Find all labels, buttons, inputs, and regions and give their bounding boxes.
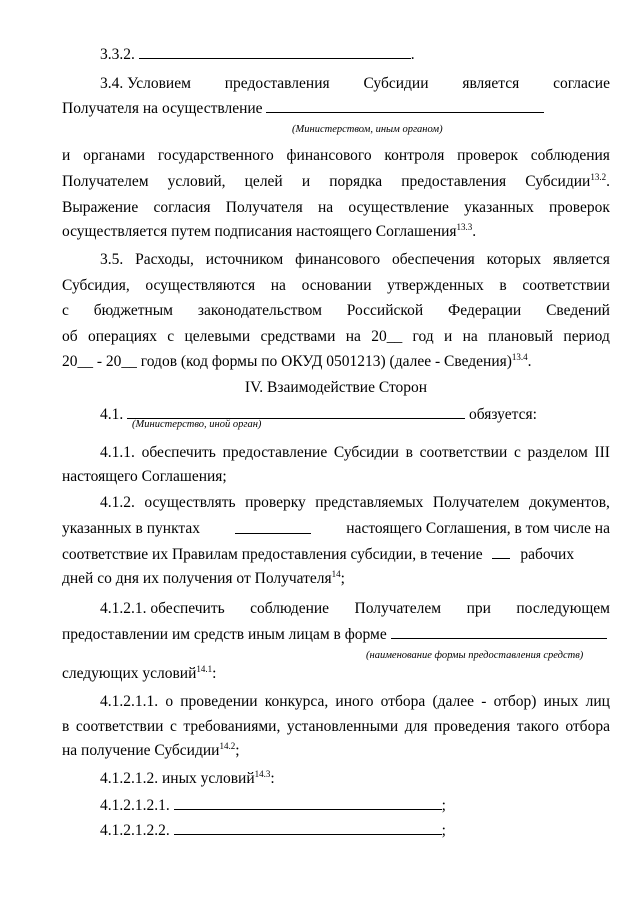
clause-4-1-2-line-4 (62, 569, 610, 589)
word: 4.1.2.1. обеспечить (100, 600, 225, 617)
punctuation: . (527, 353, 532, 370)
footnote-ref: 14.2 (219, 741, 236, 751)
clause-3-4-line-2 (62, 98, 610, 118)
punctuation: ; (340, 570, 345, 587)
blank-line (174, 795, 442, 810)
word: конкурса, (264, 693, 329, 710)
clause-4-1-2-line-1 (100, 493, 610, 513)
text: рабочих (520, 546, 575, 563)
word: осуществление (348, 199, 449, 216)
word: и (444, 328, 453, 345)
word: Расходы, (135, 251, 194, 268)
blank-line (235, 519, 311, 534)
clause-4-1-2-1-line-1 (100, 599, 610, 619)
field-caption: (Министерство, иной орган) (132, 419, 262, 430)
text: следующих условий (62, 665, 197, 682)
word: представляемых (315, 494, 424, 511)
text: настоящего Соглашения, в том числе на (346, 520, 610, 537)
clause-4-1-1-line-2: настоящего Соглашения; (62, 468, 227, 485)
word: при (466, 600, 491, 617)
clause-3-3-2 (100, 44, 560, 64)
word: контроля (384, 147, 445, 164)
blank-line (266, 98, 544, 113)
blank-line (492, 544, 510, 559)
word: предоставления (401, 173, 507, 190)
word: в (405, 444, 413, 461)
word: Получателя (225, 199, 303, 216)
word: предоставление (222, 444, 328, 461)
clause-number: 4.1. (100, 406, 124, 423)
word: органами (83, 147, 146, 164)
word: бюджетным (93, 302, 173, 319)
word: обеспечения (392, 251, 475, 268)
word: соблюдения (530, 147, 610, 164)
clause-number: 3.3.2. (100, 46, 135, 63)
clause-4-1-2-1-2 (100, 769, 640, 789)
punctuation: . (410, 46, 415, 63)
word: операциях (87, 328, 157, 345)
punctuation: : (212, 665, 217, 682)
footnote-ref: 13.4 (511, 352, 528, 362)
word: обеспечить (141, 444, 216, 461)
word: порядка (329, 173, 383, 190)
word: в (499, 277, 507, 294)
blank-line (174, 820, 442, 835)
word: финансового (295, 251, 381, 268)
word: согласия (153, 199, 211, 216)
clause-4-1-2-line-2 (62, 519, 610, 539)
clause-3-5-line-2 (62, 276, 610, 296)
word: (далее (432, 693, 475, 710)
word: проверок (549, 199, 610, 216)
text: на получение Субсидии (62, 742, 220, 759)
clause-number: 4.1.2.1.2.1. (100, 797, 170, 814)
word: проверку (245, 494, 306, 511)
clause-4-1-2-1-line-3 (62, 664, 610, 684)
word: 4.1.2. (100, 494, 135, 511)
text: обязуется: (469, 406, 537, 423)
word: последующем (516, 600, 610, 617)
punctuation: ; (441, 822, 446, 839)
word: установленными (286, 718, 399, 735)
word: которых (486, 251, 542, 268)
section-title: IV. Взаимодействие Сторон (244, 379, 428, 396)
field-caption: (Министерством, иным органом) (292, 124, 443, 135)
word: основании (301, 277, 372, 294)
clause-number: 4.1.2.1.2.2. (100, 822, 170, 839)
clause-4-1-2-line-3 (62, 544, 602, 564)
word: целей (244, 173, 283, 190)
word: отбор) (493, 693, 537, 710)
punctuation: ; (441, 797, 446, 814)
clause-4-1-2-1-1-line-3 (62, 741, 610, 761)
word: об (62, 328, 78, 345)
word: с (167, 328, 175, 345)
word: для (404, 718, 428, 735)
blank-line (391, 624, 607, 639)
word: указанных (464, 199, 534, 216)
word: Получателем (432, 494, 520, 511)
word: разделом (527, 444, 588, 461)
word: иного (335, 693, 374, 710)
word: с (513, 444, 521, 461)
word: соответствии (522, 277, 610, 294)
word: на (270, 277, 286, 294)
footnote-ref: 14.3 (254, 769, 271, 779)
word: государственного (157, 147, 274, 164)
clause-4-1-2-1-1-line-1 (100, 692, 610, 712)
word: документов, (528, 494, 610, 511)
word: осуществляются (145, 277, 256, 294)
word: Федерации (448, 302, 522, 319)
word: такого (516, 718, 559, 735)
word: утвержденных (387, 277, 484, 294)
word: Получателем (62, 173, 149, 190)
word: требованиями, (183, 718, 281, 735)
word: законодательством (197, 302, 322, 319)
text: соответствие их Правилам предоставления субсидии, в течение (62, 546, 483, 563)
word: Выражение (62, 199, 139, 216)
word: Субсидии$^{13.2}$. (525, 172, 610, 190)
word: 4.1.2.1.1. (100, 693, 159, 710)
word: III (594, 444, 610, 461)
word: с (62, 302, 69, 319)
word: 20__ (371, 328, 403, 345)
word: Российской (346, 302, 424, 319)
clause-4-1-2-1-line-2 (62, 624, 610, 644)
clause-4-1-2-1-2-1 (100, 795, 640, 815)
text: 20__ - 20__ годов (код формы по ОКУД 0501213) (далее - Сведения) (62, 353, 512, 370)
word: 3.4. Условием (100, 75, 191, 92)
word: 4.1.1. (100, 444, 135, 461)
clause-3-4-line-4 (62, 172, 610, 192)
word: плановый (488, 328, 554, 345)
word: предоставления (224, 75, 330, 92)
punctuation: . (606, 173, 610, 190)
word: Субсидия, (62, 277, 130, 294)
clause-4-1-1-line-1 (100, 443, 610, 463)
word: согласие (553, 75, 610, 92)
clause-3-4-line-5 (62, 198, 610, 218)
word: условий, (167, 173, 226, 190)
blank-line (139, 44, 411, 59)
clause-4-1-2-1-1-line-2 (62, 717, 610, 737)
text: осуществляется путем подписания настоящего Соглашения (62, 223, 457, 240)
word: отбора (565, 718, 610, 735)
footnote-ref: 14 (331, 569, 341, 579)
word: осуществлять (144, 494, 236, 511)
word: с (169, 718, 177, 735)
word: соответствии (419, 444, 508, 461)
word: и (62, 147, 71, 164)
text: предоставлении им средств иным лицам в форме (62, 626, 387, 643)
clause-3-5-line-5 (62, 352, 610, 372)
clause-3-5-line-1 (100, 250, 610, 270)
word: год (412, 328, 434, 345)
word: Субсидии (333, 444, 399, 461)
word: является (552, 251, 610, 268)
word: проверок (457, 147, 519, 164)
word: иных (543, 693, 579, 710)
clause-3-4-line-3 (62, 146, 610, 166)
word: проведения (434, 718, 511, 735)
punctuation: : (270, 770, 275, 787)
word: на (345, 328, 361, 345)
word: лиц (585, 693, 610, 710)
word: о (165, 693, 174, 710)
footnote-ref: 13.3 (456, 222, 473, 232)
word: является (462, 75, 520, 92)
word: целевыми (184, 328, 251, 345)
text: 4.1.2.1.2. иных условий (100, 770, 255, 787)
word: в (62, 718, 70, 735)
blank-line (127, 404, 465, 419)
field-caption: (наименование формы предоставления средств) (366, 650, 584, 661)
clause-3-4-line-6 (62, 222, 610, 242)
footnote-ref: 14.1 (196, 664, 213, 674)
punctuation: ; (235, 742, 240, 759)
clause-3-5-line-4 (62, 327, 610, 347)
punctuation: . (472, 223, 477, 240)
word: Сведений (546, 302, 610, 319)
word: Получателем (354, 600, 442, 617)
word: соблюдение (250, 600, 330, 617)
word: Субсидии (363, 75, 429, 92)
word: проведении (180, 693, 258, 710)
word: источником (205, 251, 284, 268)
word: на (317, 199, 334, 216)
clause-3-5-line-3 (62, 301, 610, 321)
word: - (481, 693, 487, 710)
word: на (462, 328, 478, 345)
word: и (301, 173, 311, 190)
word: отбора (380, 693, 426, 710)
footnote-ref: 13.2 (590, 172, 607, 182)
text: Получателя на осуществление (62, 100, 263, 117)
word: 3.5. (100, 251, 124, 268)
clause-3-4-line-1 (100, 74, 610, 94)
text: указанных в пунктах (62, 520, 201, 537)
text: дней со дня их получения от Получателя (62, 570, 332, 587)
word: соответствии (75, 718, 164, 735)
clause-4-1-2-1-2-2 (100, 820, 640, 840)
word: период (563, 328, 610, 345)
word: финансового (286, 147, 372, 164)
word: средствами (260, 328, 336, 345)
